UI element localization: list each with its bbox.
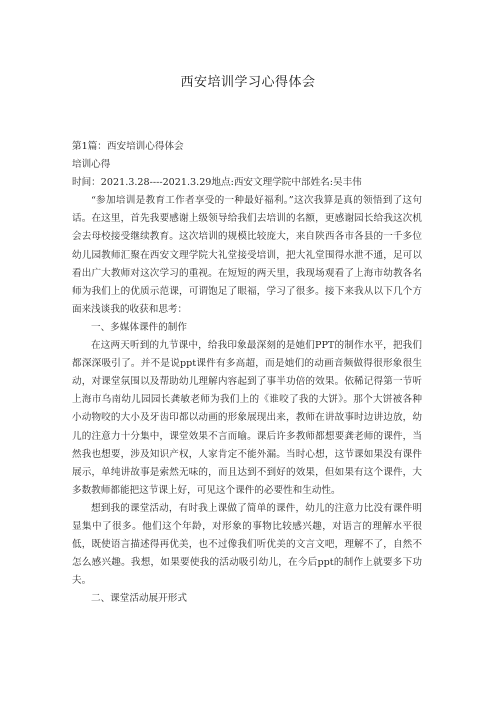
paragraph-intro: “参加培训是教育工作者享受的一种最好福利。”这次我算是真的领悟到了这句话。在这里，首先我要感谢上级领导给我们去培训的名额，更感谢园长给我这次机会去母校接受继续教育。这次培训的规模比较庞大，来自陕西各市各县的一千多位幼儿园教师汇聚在西安文理学院大礼堂接受培训，把大礼堂围得水泄不通，足可以看出广大教师对这次学习的重视。在短短的两天里，我现场观看了上海市幼教各名师为我们上的优质示范课，可谓饱足了眼福，学习了很多。接下来我从以下几个方面来浅谈我的收获和思考： [72,195,422,315]
section-heading-2: 二、课堂活动展开形式 [91,593,187,605]
document-body [72,138,422,608]
section-subtitle: 培训心得 [72,159,111,171]
document-title: 西安培训学习心得体会 [180,75,316,90]
chapter-heading: 第1篇：西安培训心得体会 [72,141,184,152]
paragraph-multimedia: 在这两天听到的九节课中，给我印象最深刻的是她们PPT的制作水平，把我们都深深吸引了。并不是说ppt课件有多高超，而是她们的动画音频做得很形象很生动，对课堂氛围以及帮助幼儿理解内容起到了事半功倍的效果。依稀记得第一节听上海市乌南幼儿园园长龚敏老师为我们上的《谁咬了我的大饼》。那个大饼被各种小动物咬的大小及牙齿印都以动画的形象展现出来，教师在讲故事时边讲边放，幼儿的注意力十分集中，课堂效果不言而喻。课后许多教师都想要龚老师的课件，当然我也想要，涉及知识产权，人家肯定不能外漏。当时心想，这节课如果没有课件展示，单纯讲故事是索然无味的，而且达到不到好的效果，但如果有这个课件，大多数教师都能把这节课上好，可见这个课件的必要性和生动性。 [72,340,422,496]
paragraph-reflection: 想到我的课堂活动，有时我上课做了简单的课件，幼儿的注意力比没有课件明显集中了很多。他们这个年龄，对形象的事物比较感兴趣，对语言的理解水平很低，既使语言描述得再优美，也不过像我们听优美的文言文吧，理解不了，自然不怎么感兴趣。我想，如果要使我的活动吸引幼儿，在今后ppt的制作上就要多下功夫。 [72,502,422,587]
meta-line: 时间：2021.3.28----2021.3.29地点:西安文理学院中部姓名:吴丰伟 [72,177,362,189]
section-heading-1: 一、多媒体课件的制作 [91,321,187,333]
